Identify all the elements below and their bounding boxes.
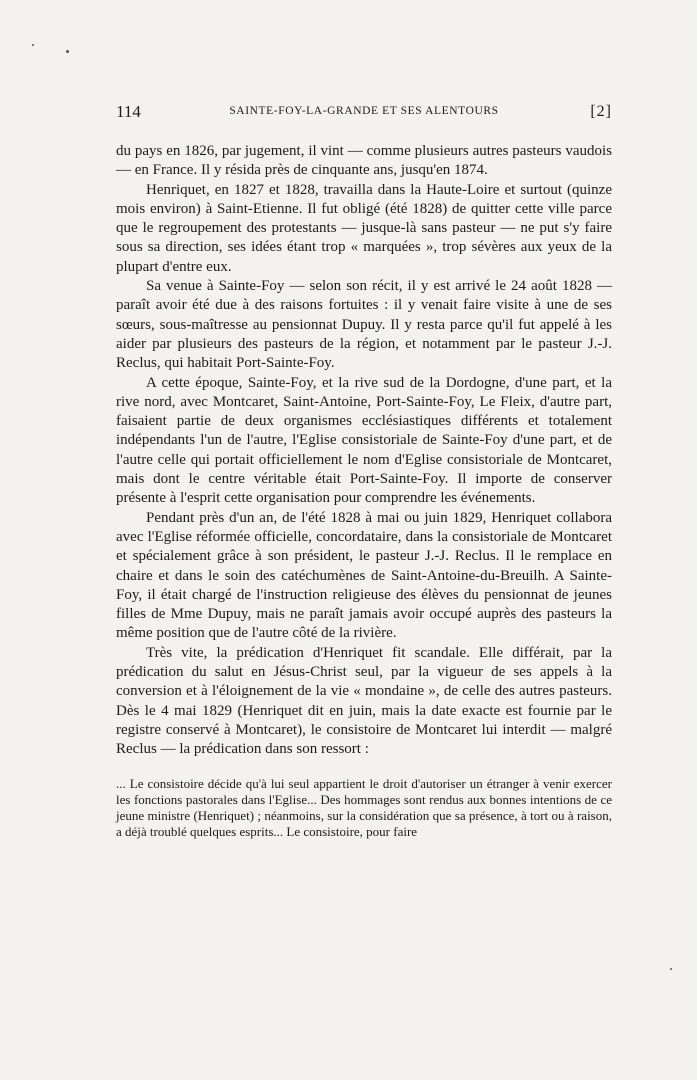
paragraph: Sa venue à Sainte-Foy — selon son récit, il y est arrivé le 24 août 1828 — paraît avoir été due à des raisons fortuites : il y venait faire visite à une de ses sœurs, sous-maîtresse au pensionnat Dupuy. Il y resta parce qu'il fut appelé à les aider par plusieurs des pasteurs de la région, et notamment par le pasteur J.-J. Reclus, qui habitait Port-Sainte-Foy. (116, 278, 612, 372)
section-marker: [2] (590, 103, 612, 120)
paragraph: Pendant près d'un an, de l'été 1828 à mai ou juin 1829, Henriquet collabora avec l'Eglise réformée officielle, concordataire, dans la consistoriale de Montcaret et spécialement grâce à son président, le pasteur J.-J. Reclus. Il le remplace en chaire et dans le soin des catéchumènes de Saint-Antoine-du-Breuilh. A Sainte-Foy, il était chargé de l'instruction religieuse des élèves du pensionnat de jeunes filles de Mme Dupuy, mais ne paraît jamais avoir occupé auprès des pasteurs la même position que de l'autre côté de la rivière. (116, 509, 612, 642)
quote-text: ... Le consistoire décide qu'à lui seul appartient le droit d'autoriser un étranger à venir exercer les fonctions pastorales dans l'Eglise... Des hommages sont rendus aux bonnes intentions de ce jeune ministre (Henriquet) ; néanmoins, sur la considération que sa présence, à tort ou à raison, a déjà troublé quelques esprits... Le consistoire, pour faire (116, 775, 612, 840)
page-number: 114 (116, 102, 141, 121)
page-header (116, 102, 612, 124)
running-title: SAINTE-FOY-LA-GRANDE ET SES ALENTOURS (229, 105, 499, 117)
paragraph: Henriquet, en 1827 et 1828, travailla dans la Haute-Loire et surtout (quinze mois environ) à Saint-Etienne. Il fut obligé (été 1828) de quitter cette ville parce que le regroupement des protestants — jusque-là sans pasteur — ne put s'y faire sous sa direction, ses idées étant trop « marquées », trop sévères aux yeux de la plupart d'entre eux. (116, 181, 612, 275)
block-quote (116, 776, 612, 841)
paragraph: A cette époque, Sainte-Foy, et la rive sud de la Dordogne, d'une part, et la rive nord, avec Montcaret, Saint-Antoine, Port-Sainte-Foy, Le Fleix, d'autre part, faisaient partie de deux organismes ecclésiastiques différents et totalement indépendants l'un de l'autre, l'Eglise consistoriale de Sainte-Foy d'une part, et de l'autre celle qui portait officiellement le nom d'Eglise consistoriale de Montcaret, mais dont le centre véritable était Port-Sainte-Foy. Il importe de conserver présente à l'esprit cette organisation pour comprendre les événements. (116, 374, 612, 507)
scan-speck (670, 968, 672, 970)
scan-speck (66, 50, 69, 53)
scan-speck (32, 44, 34, 46)
paragraph: du pays en 1826, par jugement, il vint — comme plusieurs autres pasteurs vaudois — en France. Il y résida près de cinquante ans, jusqu'en 1874. (116, 143, 612, 179)
paragraph: Très vite, la prédication d'Henriquet fit scandale. Elle différait, par la prédication du salut en Jésus-Christ seul, par la vigueur de ses appels à la conversion et à l'éloignement de la vie « mondaine », de celle des autres pasteurs. Dès le 4 mai 1829 (Henriquet dit en juin, mais la date exacte est fournie par le registre conservé à Montcaret), le consistoire de Montcaret lui interdit — malgré Reclus — la prédication dans son ressort : (116, 644, 612, 758)
body-text (116, 142, 612, 840)
